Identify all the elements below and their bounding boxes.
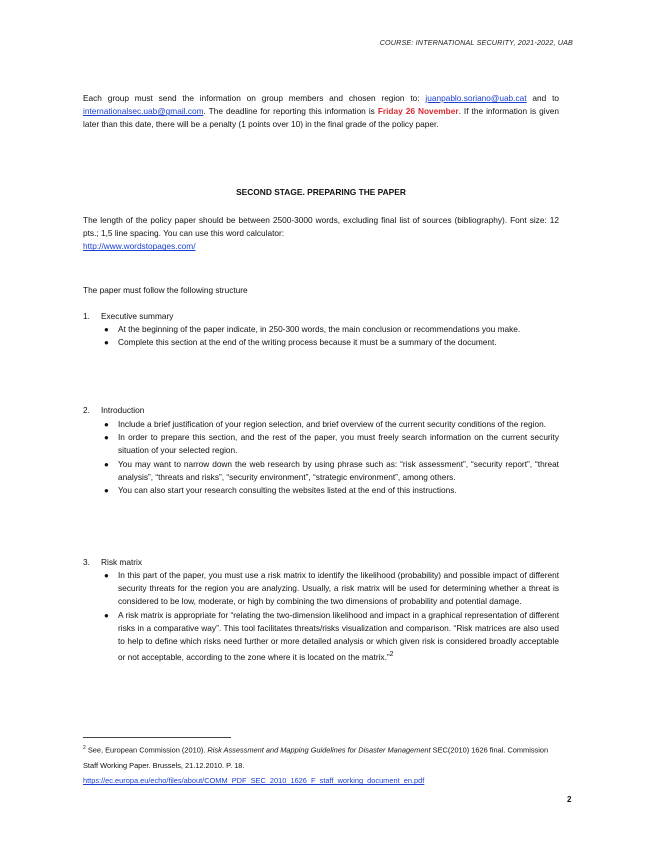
footnote-rest: SEC(2010) 1626 final. Commission Staff Working Paper. Brussels, 21.12.2010. P. 18. [83, 745, 549, 770]
list-item: ● At the beginning of the paper indicate, in 250-300 words, the main conclusion or recommendations you make. [104, 324, 521, 334]
section-title-text: Executive summary [101, 311, 174, 321]
list-item: ● You can also start your research consulting the websites listed at the end of this instructions. [104, 485, 457, 496]
section-3-bullets [100, 569, 559, 664]
section-2-bullets [100, 418, 559, 497]
submission-text: Each group must send the information on group members and chosen region to: [83, 93, 420, 103]
footnote-mark: 2 [83, 745, 86, 751]
section-title-text: Introduction [101, 405, 145, 415]
email-link-soriano[interactable]: juanpablo.soriano@uab.cat [425, 93, 527, 103]
footnote-divider [83, 737, 231, 738]
section-title-text: Risk matrix [101, 557, 143, 567]
section-heading: SECOND STAGE. PREPARING THE PAPER [236, 187, 406, 197]
penalty-text: . If the information is given later than this date, there will be a penalty (1 points over 10) in the final grade of the policy paper. [83, 106, 559, 130]
list-item: ● Include a brief justification of your region selection, and brief overview of the current security conditions of the region. [104, 419, 546, 429]
and-text: and to [532, 93, 559, 103]
email-link-internationalsec[interactable]: internationalsec.uab@gmail.com [83, 106, 204, 117]
list-item: ● In order to prepare this section, and the rest of the paper, you must freely search information on the current security situation of your selected region. [104, 432, 559, 456]
footnote-ref: 2 [389, 651, 394, 659]
running-header: COURSE: INTERNATIONAL SECURITY, 2021-2022, UAB [379, 38, 573, 47]
length-text: The length of the policy paper should be between 2500-3000 words, excluding final list of sources (bibliography). Font size: 12 pts.; 1,5 line spacing. You can use this word calculator: [83, 215, 559, 239]
footnote [83, 741, 563, 789]
word-calculator-link[interactable]: http://www.wordstopages.com/ [83, 241, 196, 252]
footnote-see: See, European Commission (2010). [87, 745, 206, 755]
section-number: 3. [83, 557, 90, 567]
section-number: 1. [83, 311, 90, 321]
list-item: ● In this part of the paper, you must use a risk matrix to identify the likelihood (probability) and possible impact of different security threats for the region you are analyzing. Usually, a risk matrix will be used for determining whether a threat is considered to be low, moderate, or high by combining the two dimensions of probability and potential damage. [104, 570, 559, 607]
submission-paragraph [83, 92, 559, 132]
length-paragraph [83, 214, 559, 254]
section-1-bullets [100, 323, 559, 349]
section-2-title [83, 404, 144, 417]
section-1-title [83, 310, 173, 323]
list-item: ● Complete this section at the end of the writing process because it must be a summary of the document. [104, 337, 497, 348]
deadline-text: . The deadline for reporting this information is [203, 106, 375, 117]
list-item: ● A risk matrix is appropriate for “relating the two-dimension likelihood and impact in a graphical representation of different risks in a comparative way”. This tool facilitates threats/risks visualization and comparison. “Risk matrices are also used to help to define which risks need further or more detailed analysis or which given risk is considered broadly acceptable or not acceptable, according to the zone where it is located on the matrix.”$^2$ [104, 609, 559, 662]
section-3-title [83, 556, 142, 569]
page-number: 2 [567, 795, 572, 804]
deadline-date: Friday 26 November [377, 106, 459, 117]
structure-intro: The paper must follow the following structure [83, 285, 248, 295]
section-number: 2. [83, 405, 90, 415]
list-item: ● You may want to narrow down the web research by using phrase such as: “risk assessment”, “security report”, “threat analysis”, “threats and risks”, “security environment”, “strategic environment”, among others. [104, 458, 559, 482]
footnote-url-link[interactable]: https://ec.europa.eu/echo/files/about/COMM_PDF_SEC_2010_1626_F_staff_working_document_en.pdf [83, 776, 425, 786]
footnote-doc-title: Risk Assessment and Mapping Guidelines for Disaster Management [207, 745, 431, 755]
